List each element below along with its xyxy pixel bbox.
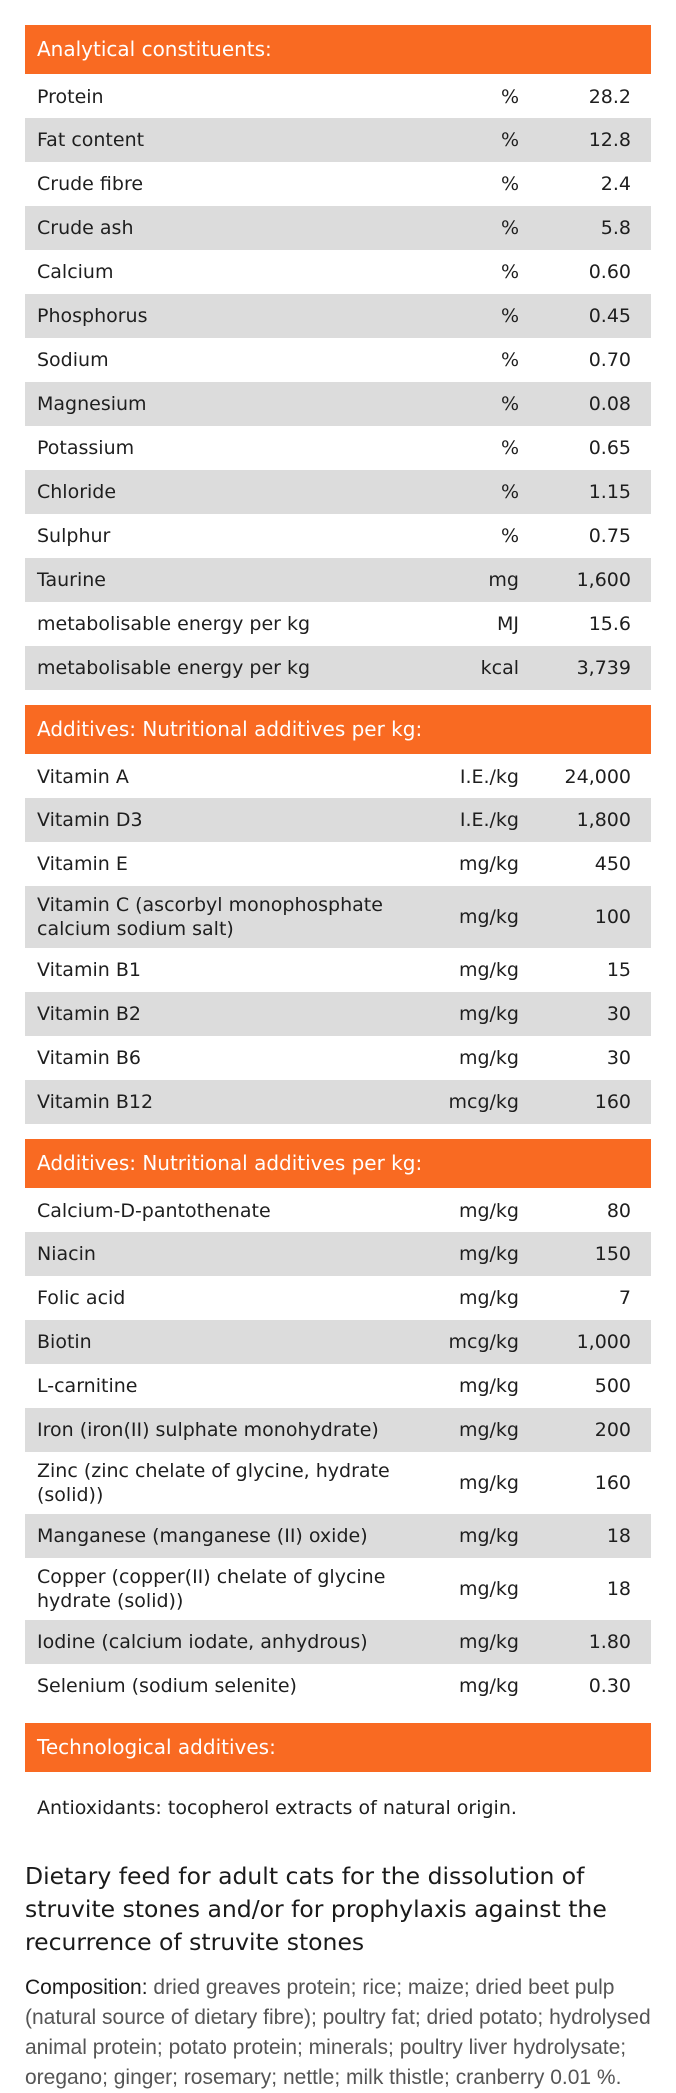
row-value: 0.70 xyxy=(588,349,631,371)
table-row xyxy=(25,1190,651,1232)
row-value: 7 xyxy=(618,1287,631,1309)
row-unit: mg/kg xyxy=(458,1047,519,1069)
row-name: Magnesium xyxy=(37,393,147,415)
row-value: 30 xyxy=(606,1047,631,1069)
row-value: 15.6 xyxy=(588,613,631,635)
row-value: 200 xyxy=(594,1419,631,1441)
row-unit: % xyxy=(500,217,519,239)
table-row xyxy=(25,1558,651,1620)
row-value: 0.65 xyxy=(588,437,631,459)
composition-label: Composition: xyxy=(25,1976,148,1999)
row-name: Potassium xyxy=(37,437,135,459)
technological-additives-section xyxy=(25,1723,651,1820)
table-row xyxy=(25,558,651,602)
row-name: Vitamin B1 xyxy=(37,959,141,981)
row-value: 1,600 xyxy=(576,569,631,591)
table-row xyxy=(25,1364,651,1408)
row-name: Iodine (calcium iodate, anhydrous) xyxy=(37,1631,368,1653)
row-name: Sulphur xyxy=(37,525,111,547)
row-unit: mcg/kg xyxy=(448,1331,519,1353)
row-name: Manganese (manganese (II) oxide) xyxy=(37,1525,368,1547)
table-row xyxy=(25,886,651,948)
row-value: 450 xyxy=(594,853,631,875)
row-unit: mg xyxy=(488,569,519,591)
row-name: Vitamin B2 xyxy=(37,1003,141,1025)
row-value: 30 xyxy=(606,1003,631,1025)
row-unit: I.E./kg xyxy=(459,766,519,788)
table-row xyxy=(25,602,651,646)
row-name: Fat content xyxy=(37,129,145,151)
table-row xyxy=(25,1664,651,1708)
table-row xyxy=(25,514,651,558)
table-row xyxy=(25,992,651,1036)
row-value: 0.30 xyxy=(588,1675,631,1697)
row-name: Zinc (zinc chelate of glycine, hydrate (solid)) xyxy=(37,1460,390,1506)
row-unit: mg/kg xyxy=(458,853,519,875)
nutritional-additives-header-2: Additives: Nutritional additives per kg: xyxy=(25,1139,651,1188)
row-unit: % xyxy=(500,86,519,108)
row-name: Niacin xyxy=(37,1243,96,1265)
table-row xyxy=(25,842,651,886)
row-name: Vitamin D3 xyxy=(37,809,143,831)
technological-additives-text: Antioxidants: tocopherol extracts of natural origin. xyxy=(37,1797,517,1819)
row-unit: mg/kg xyxy=(458,1578,519,1600)
analytical-constituents-header: Analytical constituents: xyxy=(25,25,651,74)
row-name: Vitamin B12 xyxy=(37,1091,154,1113)
row-name: Biotin xyxy=(37,1331,92,1353)
nutritional-additives-table-2 xyxy=(25,1139,651,1708)
row-value: 500 xyxy=(594,1375,631,1397)
row-name: Phosphorus xyxy=(37,305,148,327)
row-unit: % xyxy=(500,173,519,195)
row-value: 0.75 xyxy=(588,525,631,547)
row-unit: mg/kg xyxy=(458,1419,519,1441)
table-row xyxy=(25,1080,651,1124)
row-value: 18 xyxy=(606,1578,631,1600)
table-row xyxy=(25,1620,651,1664)
table-row xyxy=(25,470,651,514)
row-name: metabolisable energy per kg xyxy=(37,613,311,635)
table-row xyxy=(25,1276,651,1320)
row-name: Vitamin E xyxy=(37,853,128,875)
row-unit: mg/kg xyxy=(458,1525,519,1547)
row-value: 1.15 xyxy=(588,481,631,503)
row-name: L-carnitine xyxy=(37,1375,138,1397)
row-value: 0.45 xyxy=(588,305,631,327)
nutritional-additives-table-1 xyxy=(25,705,651,1124)
analytical-rows xyxy=(25,74,651,690)
row-name: Protein xyxy=(37,86,104,108)
row-value: 15 xyxy=(606,959,631,981)
row-value: 160 xyxy=(594,1091,631,1113)
row-name: Vitamin C (ascorbyl monophosphate calcium sodium salt) xyxy=(37,894,383,940)
table-row xyxy=(25,1514,651,1558)
row-unit: mg/kg xyxy=(458,1375,519,1397)
row-value: 1,000 xyxy=(576,1331,631,1353)
row-value: 0.60 xyxy=(588,261,631,283)
table-row xyxy=(25,76,651,118)
row-value: 150 xyxy=(594,1243,631,1265)
row-unit: mcg/kg xyxy=(448,1091,519,1113)
row-value: 28.2 xyxy=(588,86,631,108)
table-row xyxy=(25,338,651,382)
row-value: 3,739 xyxy=(576,657,631,679)
row-unit: mg/kg xyxy=(458,1675,519,1697)
row-name: Vitamin B6 xyxy=(37,1047,141,1069)
row-unit: % xyxy=(500,261,519,283)
row-value: 12.8 xyxy=(588,129,631,151)
row-name: Chloride xyxy=(37,481,117,503)
row-unit: mg/kg xyxy=(458,1631,519,1653)
row-name: Sodium xyxy=(37,349,109,371)
table-row xyxy=(25,1408,651,1452)
row-unit: % xyxy=(500,393,519,415)
row-unit: mg/kg xyxy=(458,959,519,981)
row-value: 80 xyxy=(606,1200,631,1222)
row-unit: mg/kg xyxy=(458,906,519,928)
row-name: Vitamin A xyxy=(37,766,129,788)
table-row xyxy=(25,294,651,338)
analytical-constituents-table xyxy=(25,25,651,690)
table-row xyxy=(25,426,651,470)
table-row xyxy=(25,1452,651,1514)
row-unit: mg/kg xyxy=(458,1003,519,1025)
additives2-rows xyxy=(25,1188,651,1708)
row-unit: % xyxy=(500,305,519,327)
row-name: Folic acid xyxy=(37,1287,126,1309)
row-unit: MJ xyxy=(497,613,519,635)
row-name: metabolisable energy per kg xyxy=(37,657,311,679)
table-row xyxy=(25,382,651,426)
table-row xyxy=(25,206,651,250)
row-value: 5.8 xyxy=(600,217,631,239)
table-row xyxy=(25,948,651,992)
composition-text: dried greaves protein; rice; maize; dried beet pulp (natural source of dietary fibre); poultry fat; dried potato; hydrolysed animal protein; potato protein; minerals; poultry liver hydrolysate; oregano; ginger; rosemary; nettle; milk thistle; cranberry 0.01 %. xyxy=(25,1976,651,2089)
row-unit: mg/kg xyxy=(458,1287,519,1309)
row-name: Calcium-D-pantothenate xyxy=(37,1200,271,1222)
table-row xyxy=(25,1320,651,1364)
table-row xyxy=(25,162,651,206)
row-value: 1,800 xyxy=(576,809,631,831)
row-value: 2.4 xyxy=(600,173,631,195)
additives1-rows xyxy=(25,754,651,1124)
table-row xyxy=(25,1036,651,1080)
table-row xyxy=(25,118,651,162)
technological-additives-header: Technological additives: xyxy=(25,1723,651,1772)
row-unit: % xyxy=(500,437,519,459)
row-unit: mg/kg xyxy=(458,1200,519,1222)
row-name: Crude fibre xyxy=(37,173,144,195)
row-value: 24,000 xyxy=(564,766,631,788)
row-value: 0.08 xyxy=(588,393,631,415)
row-name: Calcium xyxy=(37,261,114,283)
composition-paragraph xyxy=(25,1973,651,2093)
row-unit: mg/kg xyxy=(458,1243,519,1265)
table-row xyxy=(25,1232,651,1276)
row-value: 160 xyxy=(594,1472,631,1494)
row-unit: % xyxy=(500,129,519,151)
row-unit: kcal xyxy=(480,657,519,679)
table-row xyxy=(25,250,651,294)
row-value: 18 xyxy=(606,1525,631,1547)
row-value: 100 xyxy=(594,906,631,928)
row-unit: % xyxy=(500,349,519,371)
table-row xyxy=(25,756,651,798)
row-value: 1.80 xyxy=(588,1631,631,1653)
product-title: Dietary feed for adult cats for the dissolution of struvite stones and/or for prophylaxis against the recurrence of struvite stones xyxy=(25,1862,607,1956)
row-name: Crude ash xyxy=(37,217,134,239)
table-row xyxy=(25,798,651,842)
row-name: Copper (copper(II) chelate of glycine hydrate (solid)) xyxy=(37,1566,386,1612)
row-unit: I.E./kg xyxy=(459,809,519,831)
row-name: Iron (iron(II) sulphate monohydrate) xyxy=(37,1419,379,1441)
row-unit: mg/kg xyxy=(458,1472,519,1494)
nutritional-additives-header-1: Additives: Nutritional additives per kg: xyxy=(25,705,651,754)
row-unit: % xyxy=(500,525,519,547)
row-name: Selenium (sodium selenite) xyxy=(37,1675,297,1697)
table-row xyxy=(25,646,651,690)
row-name: Taurine xyxy=(37,569,106,591)
row-unit: % xyxy=(500,481,519,503)
